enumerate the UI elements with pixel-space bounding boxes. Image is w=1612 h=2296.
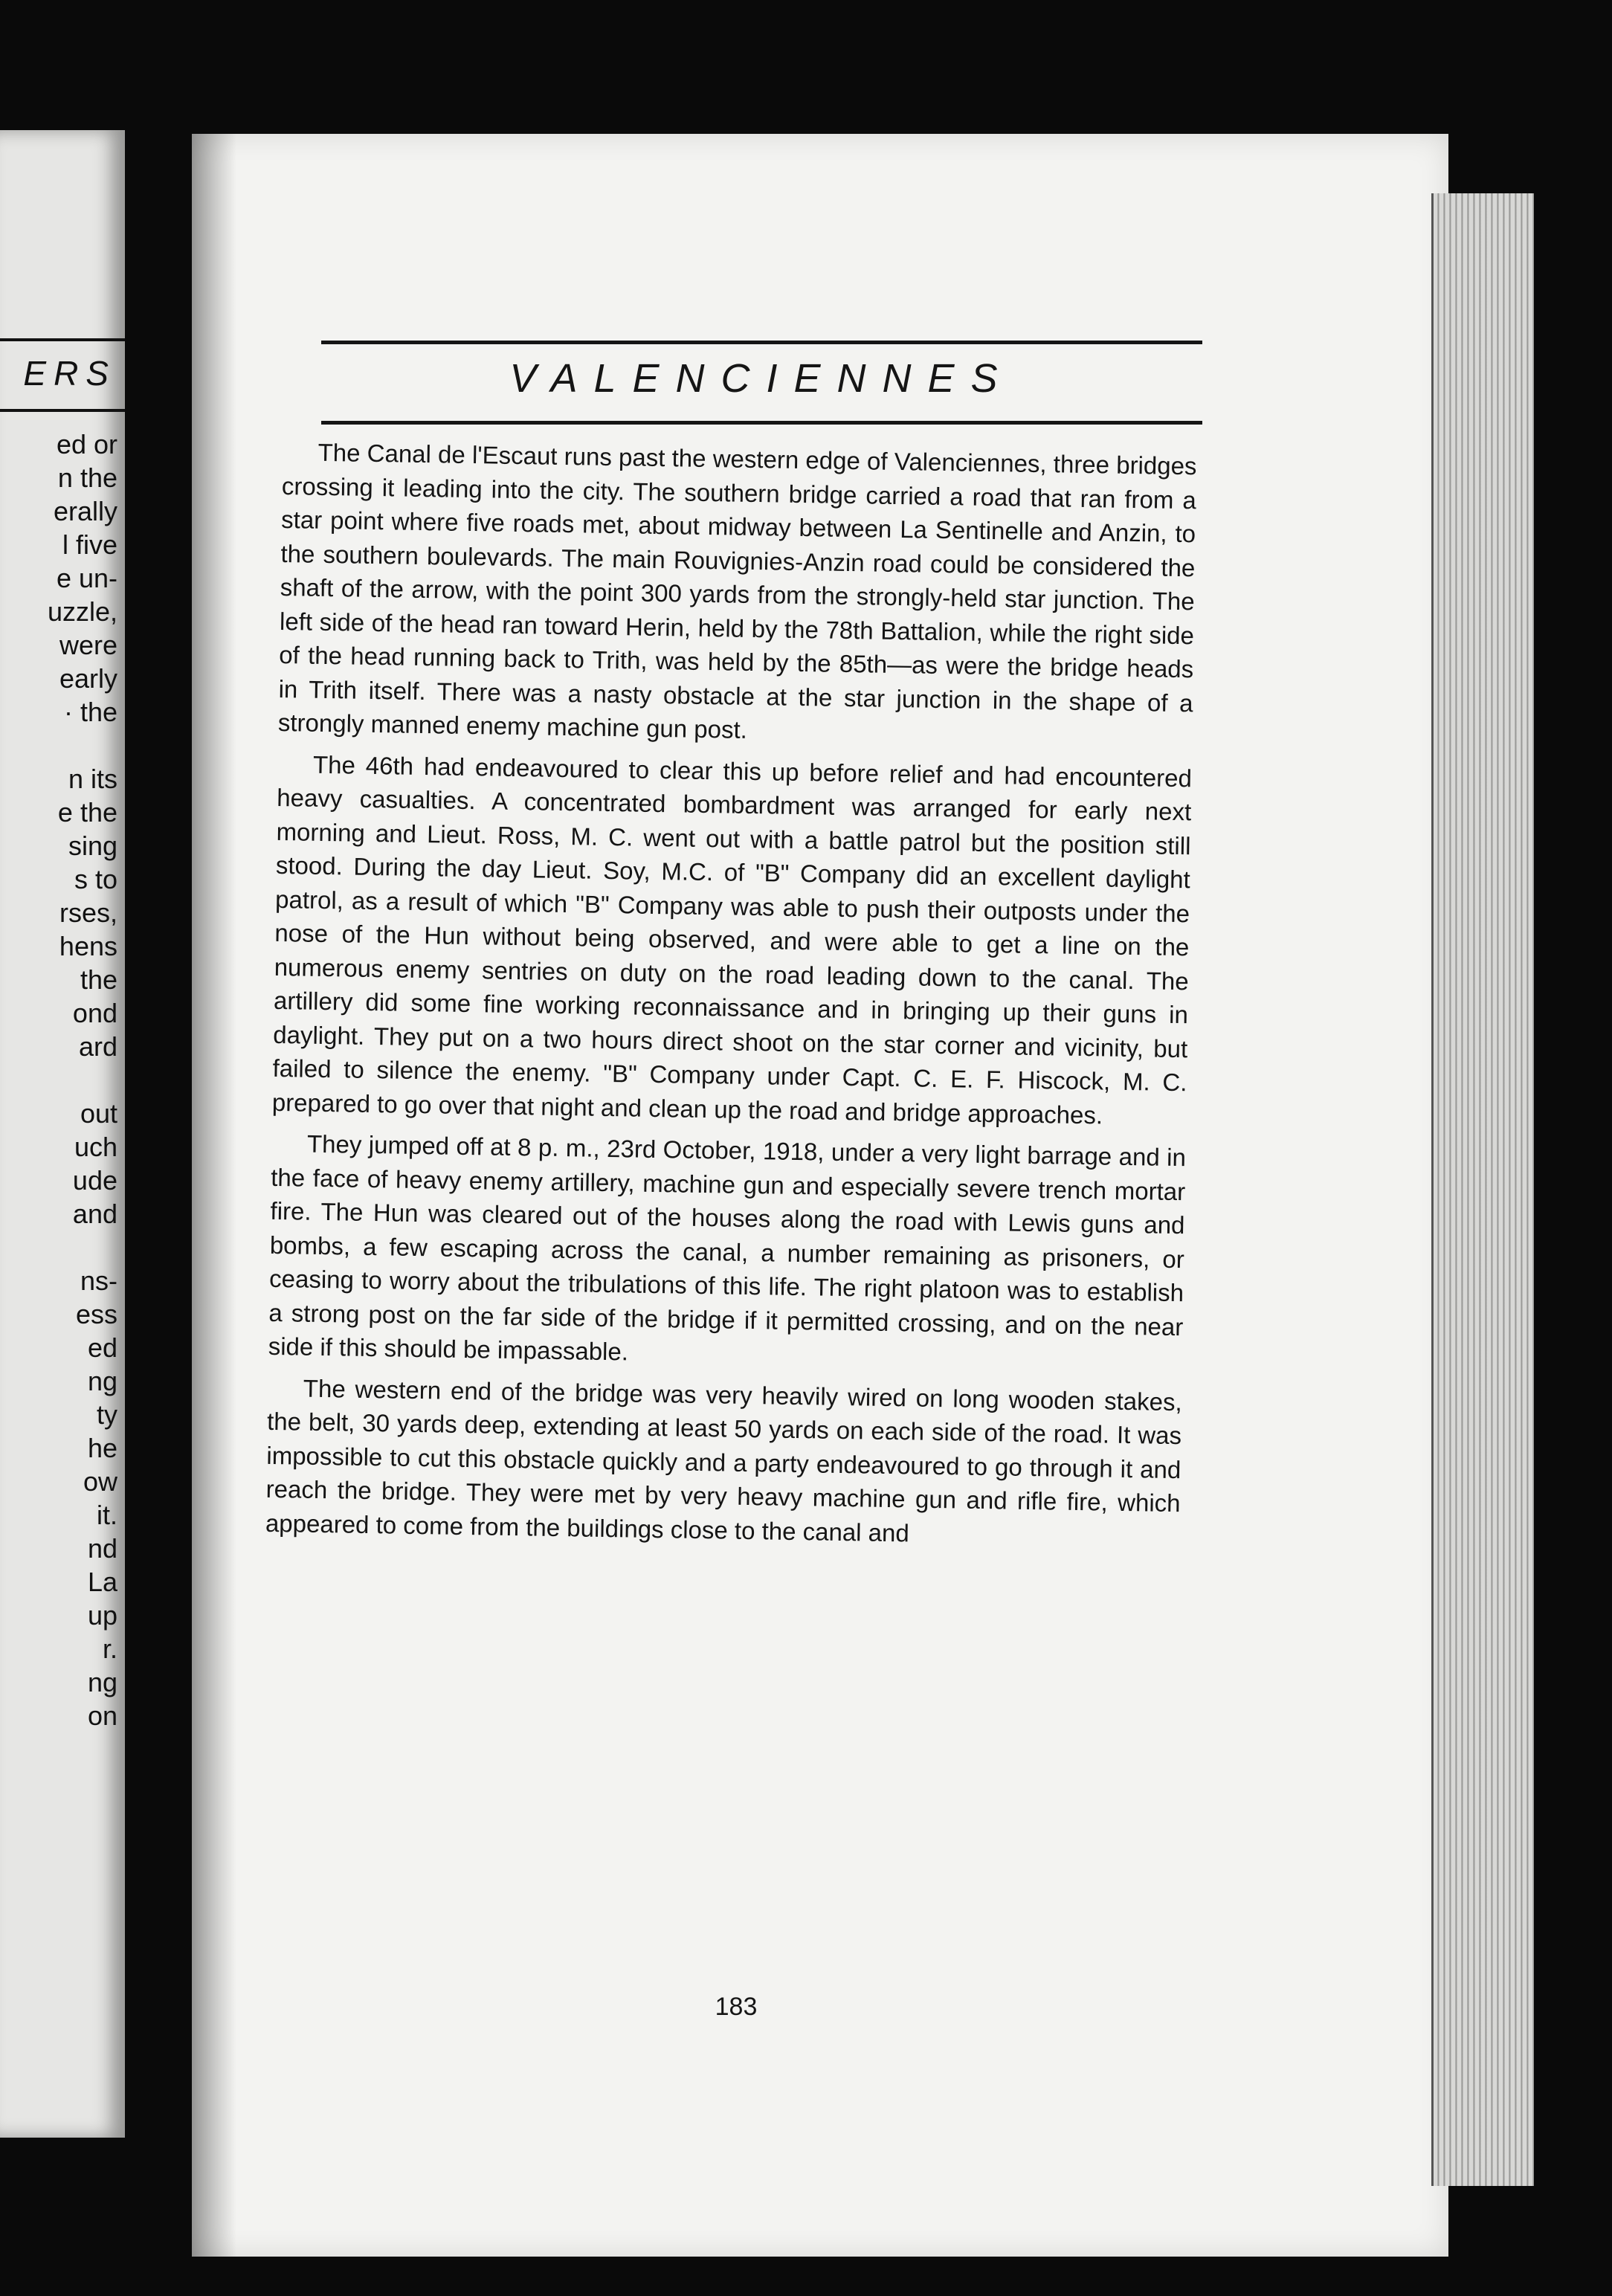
left-line-fragment: on (87, 1700, 117, 1731)
left-line-fragment (6, 1063, 117, 1097)
left-line-fragment: · the (63, 697, 117, 727)
left-line-fragment (6, 1231, 117, 1264)
left-line-fragment: r. (102, 1634, 117, 1664)
left-line-fragment: ard (78, 1031, 117, 1062)
left-line-fragment: e the (57, 797, 117, 828)
left-line-fragment: s to (74, 864, 117, 894)
left-line-fragment: up (87, 1600, 117, 1631)
left-line-fragment: hens (59, 931, 117, 961)
left-header-rule-top (0, 338, 125, 341)
left-line-fragment: ng (87, 1667, 117, 1697)
left-line-fragment: La (87, 1567, 117, 1597)
left-line-fragment: n the (57, 462, 117, 493)
header-rule-bottom (321, 421, 1202, 425)
left-line-fragment: ng (87, 1366, 117, 1396)
left-line-fragment: the (80, 964, 117, 995)
left-line-fragment: uzzle, (47, 596, 117, 627)
page-edges (1431, 193, 1534, 2186)
left-line-fragment: ty (96, 1399, 117, 1430)
gutter-shadow (192, 134, 236, 2257)
left-line-fragment: l five (62, 529, 117, 560)
left-line-fragment: ess (75, 1299, 117, 1329)
left-line-fragment: nd (87, 1533, 117, 1564)
paragraph-2: The 46th had endeavoured to clear this up before relief and had encountered heavy casualties. A concentrated bombardment was arranged for early next morning and Lieut. Ross, M. C. went out with a battle patrol but the position still stood. During the day Lieut. Soy, M.C. of "B" Company did an excellent daylight patrol, as a result of which "B" Company was able to push their outposts under the nose of the Hun without being observed, and were able to get a line on the numerous enemy sentries on duty on the road leading down to the canal. The artillery did some fine working reconnaissance and in bringing up their guns in daylight. They put on a two hours direct shoot on the star corner and vicinity, but failed to silence the enemy. "B" Company under Capt. C. E. F. Hiscock, M. C. prepared to go over that night and clean up the road and bridge approaches. (271, 750, 1193, 1129)
left-line-fragment: ude (72, 1165, 117, 1196)
left-line-fragment: early (59, 663, 117, 694)
previous-page (0, 130, 125, 2138)
left-line-fragment: rses, (59, 897, 117, 928)
left-line-fragment: erally (53, 496, 117, 526)
paragraph-1: The Canal de l'Escaut runs past the western edge of Valenciennes, three bridges crossing it leading into the city. The southern bridge carried a road that ran from a star point where five roads met, about midway between La Sentinelle and Anzin, to the southern boulevards. The main Rouvignies-Anzin road could be considered the shaft of the arrow, with the point 300 yards from the strongly-held star junction. The left side of the head ran toward Herin, held by the 78th Battalion, while the right side of the head running back to Trith, was held by the 85th—as were the bridge heads in Trith itself. There was a nasty obstacle at the star junction in the shape of a strongly manned enemy machine gun post. (277, 438, 1197, 744)
left-line-fragment: n its (68, 764, 117, 794)
running-head: VALENCIENNES (509, 356, 1014, 401)
left-line-fragment: ed or (56, 429, 117, 459)
left-line-fragment: ond (72, 998, 117, 1028)
left-line-fragment: out (80, 1098, 117, 1129)
left-line-fragment: he (87, 1433, 117, 1463)
left-line-fragment: ow (83, 1466, 117, 1497)
left-line-fragment: uch (74, 1132, 117, 1162)
left-line-fragment (6, 729, 117, 762)
paragraph-4: The western end of the bridge was very heavily wired on long wooden stakes, the belt, 30 yards deep, extending at least 50 yards on each side of the road. It was impossible to cut this obstacle quickly and a party endeavoured to go through it and reach the bridge. They were met by very heavy machine gun and rifle fire, which appeared to come from the buildings close to the canal and (265, 1374, 1183, 1547)
left-line-fragment: ed (87, 1332, 117, 1363)
page-number: 183 (715, 1993, 758, 2021)
left-line-fragment: e un- (56, 563, 117, 593)
left-page-line-fragments (6, 428, 117, 1732)
left-line-fragment: it. (96, 1500, 117, 1530)
left-line-fragment: were (59, 630, 117, 660)
left-line-fragment: sing (68, 831, 117, 861)
left-running-head: ERS (23, 354, 116, 393)
left-line-fragment: and (72, 1199, 117, 1229)
body-text (265, 435, 1197, 1561)
header-rule-top (321, 341, 1202, 344)
paragraph-3: They jumped off at 8 p. m., 23rd October, 1918, under a very light barrage and in the face of heavy enemy artillery, machine gun and especially severe trench mortar fire. The Hun was cleared out of the houses along the road with Lewis guns and bombs, a few escaping across the canal, a number remaining as prisoners, or ceasing to worry about the tribulations of this life. The right platoon was to establish a strong post on the far side of the bridge if it permitted crossing, and on the near side if this should be impassable. (268, 1129, 1187, 1366)
left-header-rule-bottom (0, 409, 125, 412)
left-line-fragment: ns- (80, 1265, 117, 1296)
